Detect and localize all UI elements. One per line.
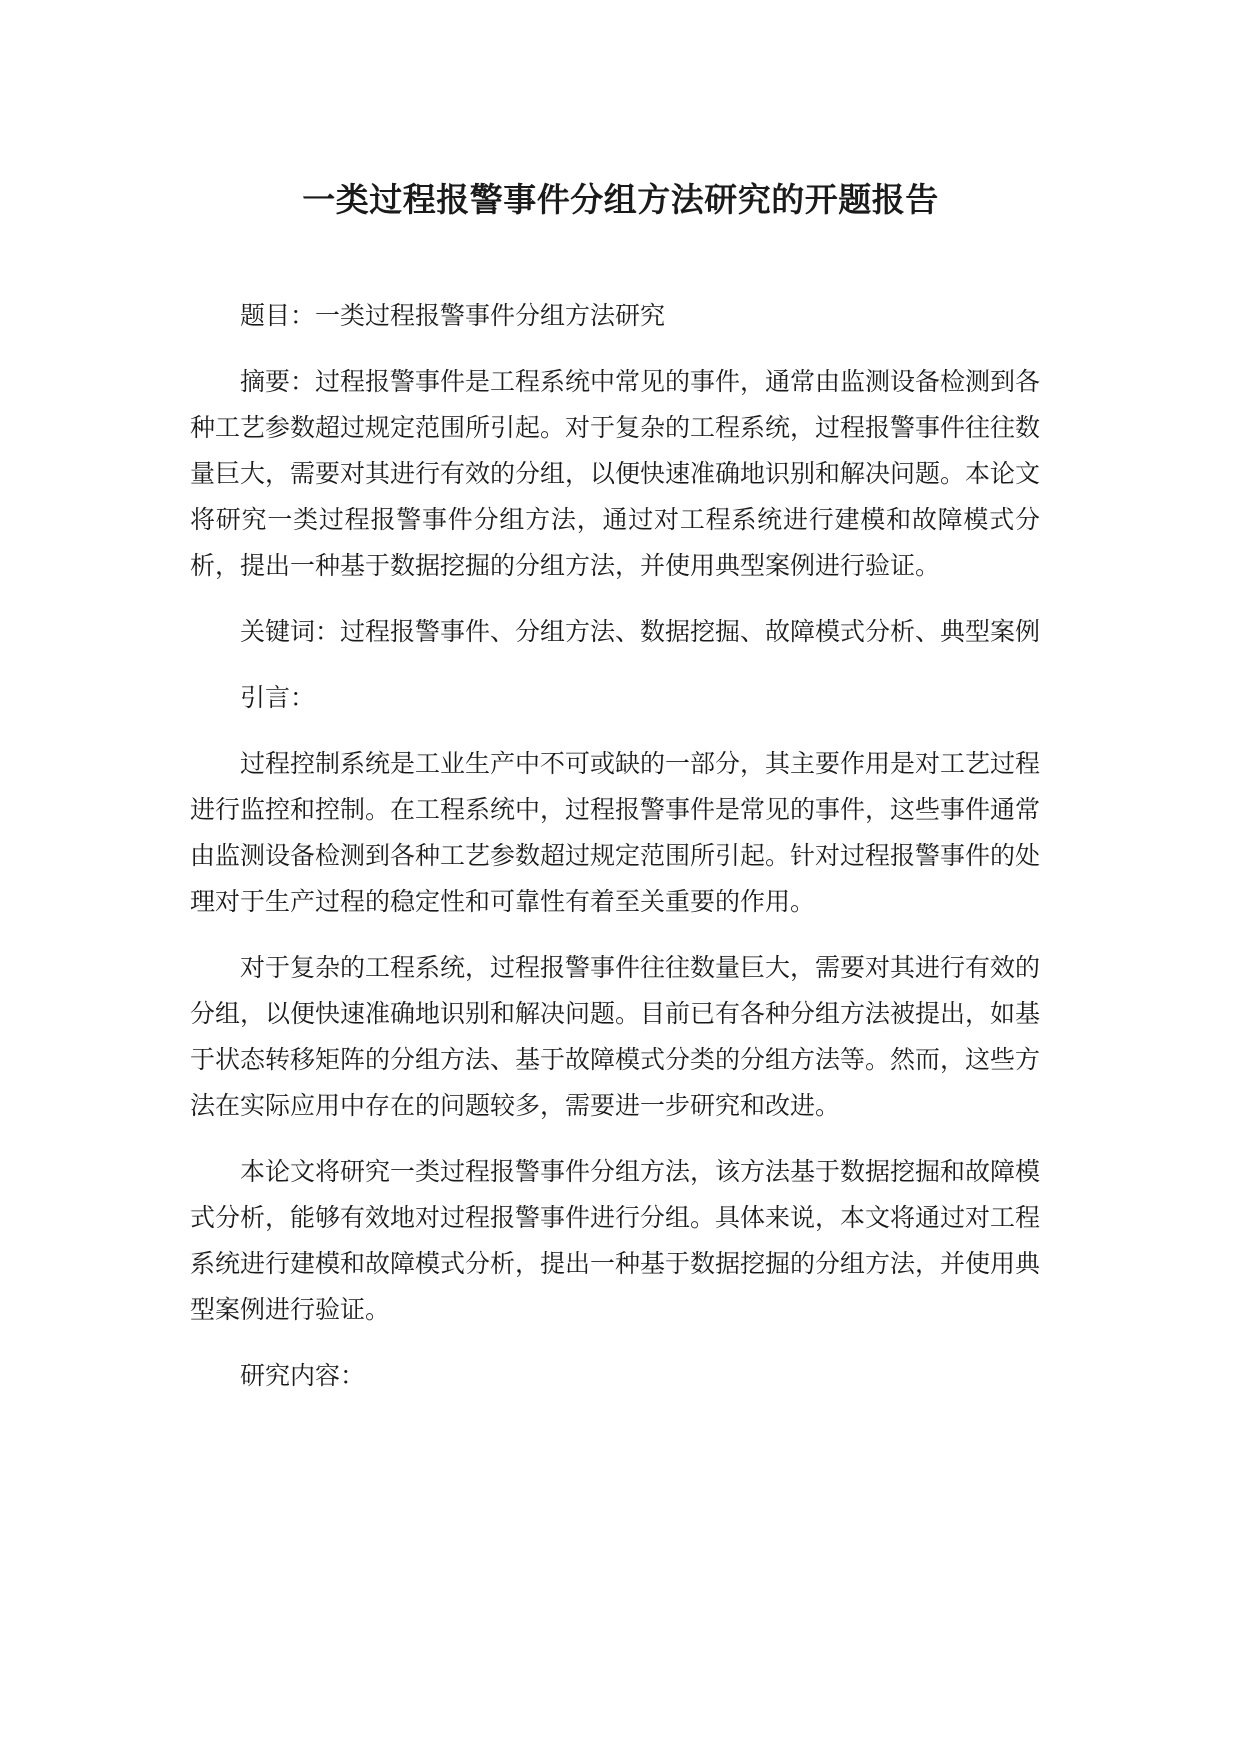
topic-paragraph: 题目：一类过程报警事件分组方法研究 [240, 301, 666, 330]
document-body [190, 293, 1040, 1419]
introduction-paragraph-3: 本论文将研究一类过程报警事件分组方法，该方法基于数据挖掘和故障模式分析，能够有效地对过程报警事件进行分组。具体来说，本文将通过对工程系统进行建模和故障模式分析，提出一种基于数据挖掘的分组方法，并使用典型案例进行验证。 [190, 1157, 1041, 1324]
research-content-heading: 研究内容： [240, 1361, 366, 1390]
introduction-heading: 引言： [240, 683, 316, 712]
abstract-paragraph: 摘要：过程报警事件是工程系统中常见的事件，通常由监测设备检测到各种工艺参数超过规定范围所引起。对于复杂的工程系统，过程报警事件往往数量巨大，需要对其进行有效的分组，以便快速准确地识别和解决问题。本论文将研究一类过程报警事件分组方法，通过对工程系统进行建模和故障模式分析，提出一种基于数据挖掘的分组方法，并使用典型案例进行验证。 [190, 367, 1041, 580]
keywords-paragraph: 关键词：过程报警事件、分组方法、数据挖掘、故障模式分析、典型案例 [240, 617, 1041, 646]
introduction-paragraph-1: 过程控制系统是工业生产中不可或缺的一部分，其主要作用是对工艺过程进行监控和控制。在工程系统中，过程报警事件是常见的事件，这些事件通常由监测设备检测到各种工艺参数超过规定范围所引起。针对过程报警事件的处理对于生产过程的稳定性和可靠性有着至关重要的作用。 [190, 749, 1041, 916]
introduction-paragraph-2: 对于复杂的工程系统，过程报警事件往往数量巨大，需要对其进行有效的分组，以便快速准确地识别和解决问题。目前已有各种分组方法被提出，如基于状态转移矩阵的分组方法、基于故障模式分类的分组方法等。然而，这些方法在实际应用中存在的问题较多，需要进一步研究和改进。 [190, 953, 1041, 1120]
document-title: 一类过程报警事件分组方法研究的开题报告 [302, 180, 939, 219]
